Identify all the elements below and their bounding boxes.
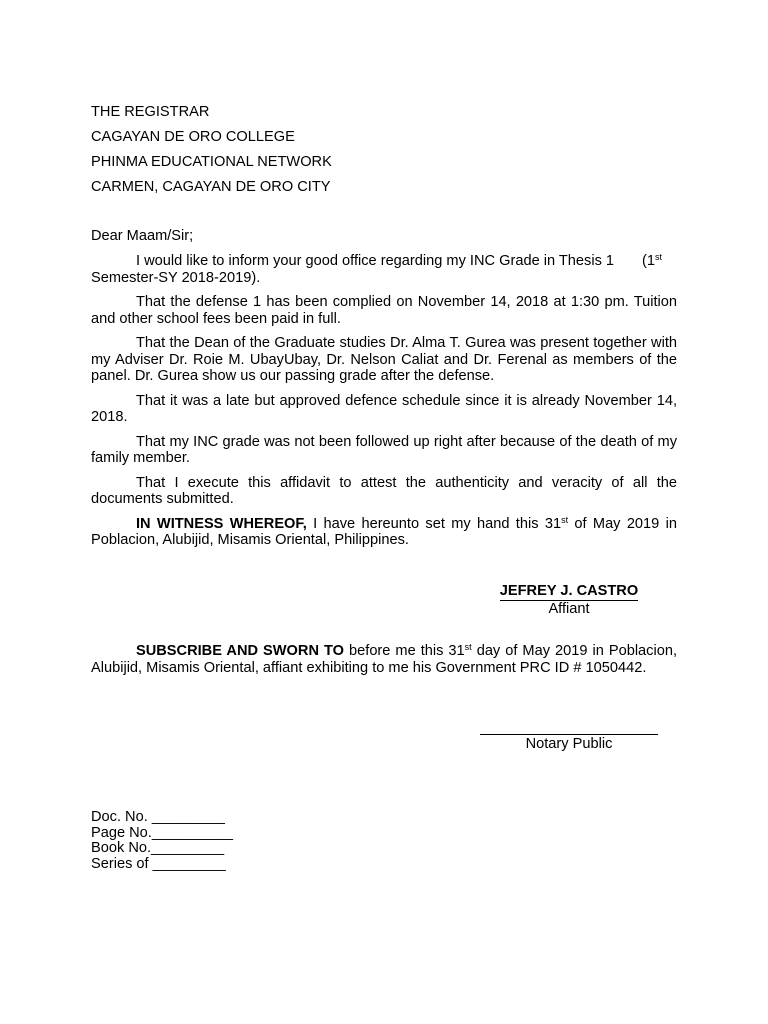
notary-signature-block: [480, 720, 658, 752]
address-line: CARMEN, CAGAYAN DE ORO CITY: [91, 179, 331, 195]
paragraph-text: of May 2019 in Poblacion, Alubijid, Misamis Oriental, Philippines.: [91, 515, 677, 548]
signature-line: [480, 734, 658, 735]
notary-label: Notary Public: [525, 736, 613, 752]
jurat-text: day of May 2019 in Poblacion, Alubijid, Misamis Oriental, affiant exhibiting to me his Government PRC ID # 1050442.: [91, 643, 678, 676]
paragraph-text: I would like to inform your good office regarding my INC Grade in Thesis 1: [136, 253, 615, 269]
book-number-field: Book No._________: [91, 840, 225, 856]
paragraph: That the Dean of the Graduate studies Dr. Alma T. Gurea was present together with my Adviser Dr. Roie M. UbayUbay, Dr. Nelson Caliat and Dr. Ferenal as members of the panel. Dr. Gurea show us our passing grade after the defense.: [91, 335, 677, 384]
affiant-title: Affiant: [548, 600, 590, 617]
paragraph: That I execute this affidavit to attest the authenticity and veracity of all the documents submitted.: [91, 474, 677, 507]
address-line: THE REGISTRAR: [91, 104, 210, 120]
jurat: [91, 643, 677, 677]
jurat-heading: SUBSCRIBE AND SWORN TO: [136, 643, 345, 659]
paragraph: That my INC grade was not been followed up right after because of the death of my family member.: [91, 433, 677, 466]
paragraph-text: I have hereunto set my hand this 31: [306, 515, 562, 532]
recipient-address: [91, 100, 332, 200]
affiant-name: JEFREY J. CASTRO: [499, 583, 639, 599]
paragraph: That the defense 1 has been complied on November 14, 2018 at 1:30 pm. Tuition and other school fees been paid in full.: [91, 294, 677, 327]
jurat-paragraph: [91, 643, 677, 677]
paragraph-text: Semester-SY 2018-2019).: [91, 269, 261, 286]
superscript: st: [464, 642, 472, 652]
jurat-text: before me this 31: [344, 643, 465, 659]
witness-heading: IN WITNESS WHEREOF,: [136, 515, 307, 532]
salutation: Dear Maam/Sir;: [91, 228, 194, 244]
notarial-registry: [91, 810, 233, 872]
superscript: st: [561, 514, 569, 525]
address-line: PHINMA EDUCATIONAL NETWORK: [91, 154, 332, 170]
witness-paragraph: [91, 516, 677, 549]
superscript: st: [655, 252, 663, 262]
page-number-field: Page No.__________: [91, 824, 234, 841]
letter-body: [91, 253, 677, 557]
paragraph: That it was a late but approved defence schedule since it is already November 14, 2018.: [91, 392, 677, 425]
address-line: CAGAYAN DE ORO COLLEGE: [91, 129, 295, 145]
paragraph: [91, 253, 677, 286]
doc-number-field: Doc. No. _________: [91, 809, 225, 825]
paragraph-text: (1: [642, 253, 656, 269]
series-field: Series of _________: [91, 855, 226, 872]
affiant-signature-block: [497, 583, 641, 617]
